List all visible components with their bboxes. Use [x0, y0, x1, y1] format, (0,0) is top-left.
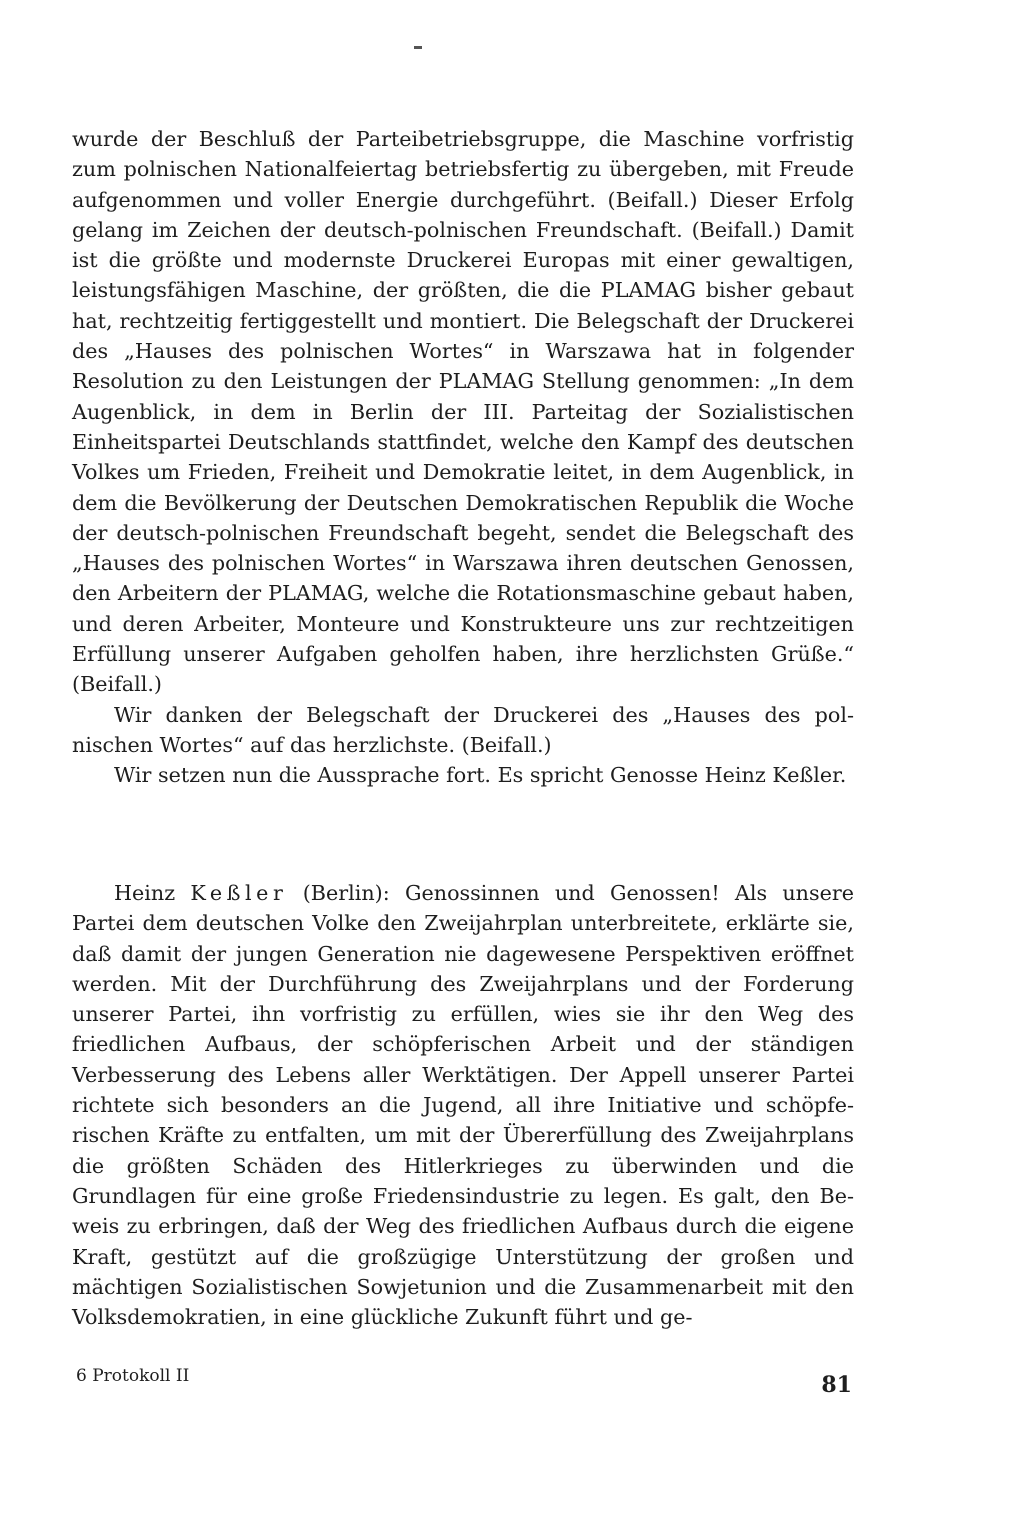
footer-signature: 6 Protokoll II — [76, 1366, 190, 1386]
top-dash-mark — [414, 46, 422, 49]
text-block-kessler-speech — [72, 878, 854, 1332]
text-block-resolution — [72, 124, 854, 791]
paragraph-resolution: wurde der Beschluß der Parteibetriebsgruppe, die Maschine vorfristig zum polnischen Nationalfeiertag betriebsfertig zu übergeben, mit Freude aufgenommen und voller Energie durchgeführt. (Beifall.) Dieser Erfolg gelang im Zeichen der deutsch-polnischen Freundschaft. (Beifall.) Damit ist die größte und modernste Druckerei Europas mit einer gewaltigen, leistungsfähigen Maschine, der größten, die die PLAMAG bisher gebaut hat, rechtzeitig fertiggestellt und montiert. Die Belegschaft der Druckerei des „Hauses des polnischen Wortes“ in Warszawa hat in folgender Resolution zu den Leistungen der PLAMAG Stellung genommen: „In dem Augenblick, in dem in Berlin der III. Parteitag der Sozialistischen Einheitspartei Deutschlands stattfindet, welche den Kampf des deutschen Volkes um Frieden, Freiheit und Demokratie leitet, in dem Augenblick, in dem die Bevölkerung der Deutschen Demokratischen Republik die Woche der deutsch-polnischen Freundschaft begeht, sendet die Belegschaft des „Hauses des polnischen Wortes“ in Warszawa ihren deutschen Genossen, den Arbeitern der PLAMAG, welche die Rotationsmaschine gebaut haben, und deren Arbeiter, Monteure und Konstrukteure uns zur rechtzeitigen Erfüllung unserer Aufgaben geholfen haben, ihre herzlichsten Grüße.“ (Beifall.) — [72, 127, 854, 697]
paragraph-thanks: Wir danken der Belegschaft der Druckerei des „Hauses des polnischen Wortes“ auf das herzlichste. (Beifall.) — [72, 702, 854, 757]
paragraph-kessler-speech — [72, 878, 854, 1332]
page-number: 81 — [821, 1372, 852, 1398]
speaker-first-name: Heinz — [114, 881, 176, 905]
paragraph-next-speaker: Wir setzen nun die Aussprache fort. Es spricht Genosse Heinz Keßler. — [114, 763, 847, 788]
speech-text: Genossinnen und Genossen! Als unsere Partei dem deutschen Volke den Zweijahrplan unterbreitete, erklärte sie, daß damit der jungen Generation nie dagewesene Perspektiven eröffnet werden. Mit der Durchführung des Zweijahrplans und der Forderung unserer Partei, ihn vorfristig zu erfüllen, wies sie ihr den Weg des friedlichen Aufbaus, der schöpferischen Arbeit und der ständigen Verbesserung des Lebens aller Werktätigen. Der Appell unserer Partei richtete sich besonders an die Jugend, all ihre Initiative und schöpferischen Kräfte zu entfalten, um mit der Übererfüllung des Zweijahrplans die größten Schäden des Hitlerkrieges zu überwinden und die Grundlagen für eine große Friedensindustrie zu legen. Es galt, den Beweis zu erbringen, daß der Weg des friedlichen Aufbaus durch die eigene Kraft, gestützt auf die großzügige Unterstützung der großen und mächtigen Sozialistischen Sowjetunion und die Zusammenarbeit mit den Volksdemokratien, in eine glückliche Zukunft führt und ge- — [72, 881, 855, 1330]
speaker-place: (Berlin): — [302, 881, 390, 905]
speaker-last-name: Keßler — [190, 881, 288, 905]
